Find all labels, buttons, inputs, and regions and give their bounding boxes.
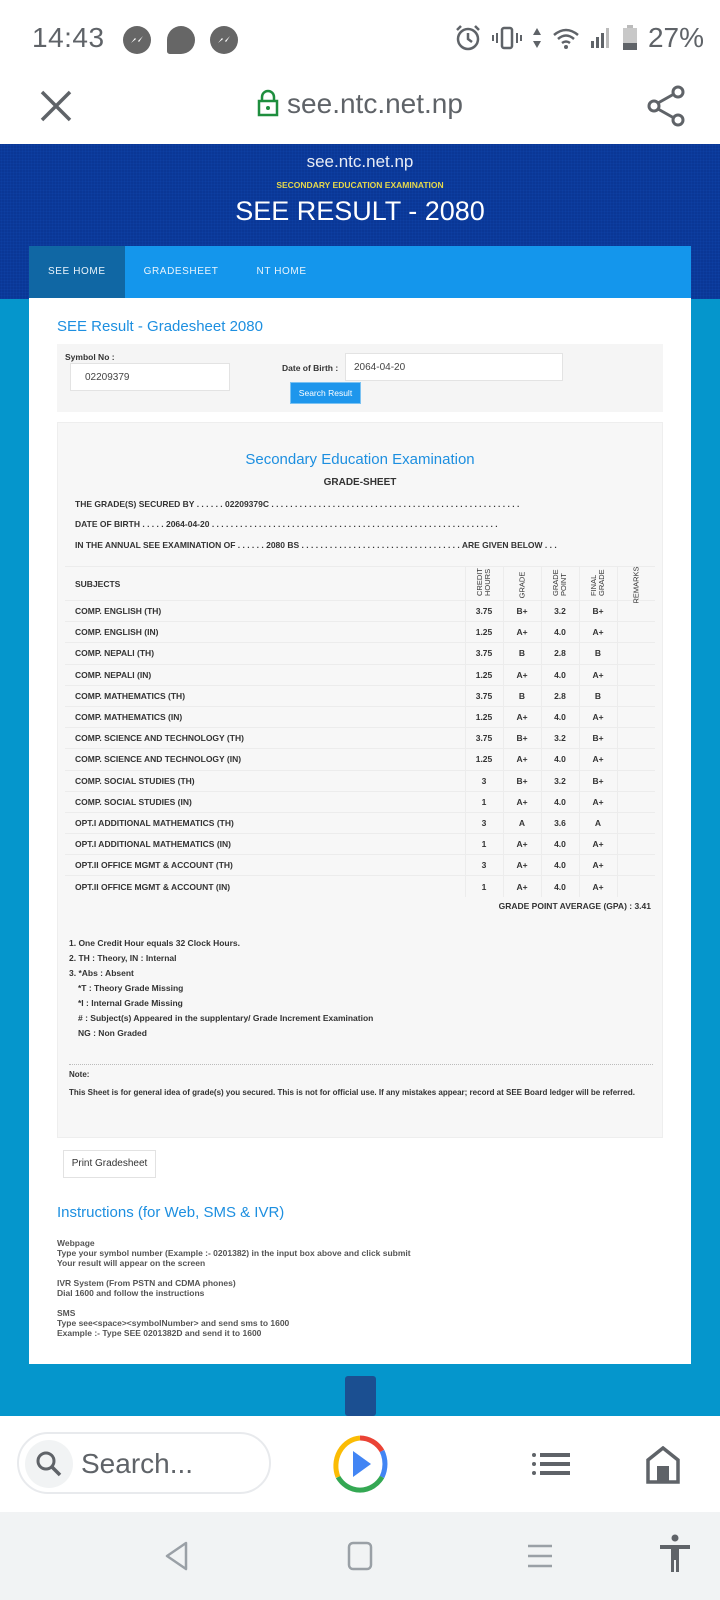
messenger-icon: [210, 26, 238, 54]
grade-cell: B+: [503, 728, 541, 749]
grade-cell: A: [503, 812, 541, 833]
remarks-cell: [617, 749, 655, 770]
ntc-logo: [345, 1376, 376, 1416]
credit-hours-cell: 1.25: [465, 622, 503, 643]
grade-point-cell: 4.0: [541, 664, 579, 685]
col-subjects: SUBJECTS: [65, 567, 465, 601]
grades-table: [65, 566, 655, 897]
credit-hours-cell: 1: [465, 834, 503, 855]
google-play-icon[interactable]: [330, 1434, 390, 1494]
grade-point-cell: 3.2: [541, 601, 579, 622]
divider: [69, 1064, 653, 1065]
print-gradesheet-button[interactable]: Print Gradesheet: [63, 1150, 156, 1178]
grade-point-cell: 2.8: [541, 643, 579, 664]
credit-hours-cell: 3: [465, 855, 503, 876]
share-icon[interactable]: [644, 82, 688, 130]
ivr-line: Dial 1600 and follow the instructions: [57, 1288, 205, 1298]
subject-cell: OPT.I ADDITIONAL MATHEMATICS (IN): [65, 834, 465, 855]
grade-cell: B: [503, 685, 541, 706]
legend: [69, 936, 373, 1041]
wifi-icon: [552, 26, 580, 50]
list-icon[interactable]: [532, 1452, 570, 1476]
subject-cell: COMP. NEPALI (IN): [65, 664, 465, 685]
note-text: This Sheet is for general idea of grade(s) you secured. This is not for official use. If any mistakes appear; record at SEE Board ledger will be referred.: [69, 1088, 635, 1097]
grade-point-cell: 4.0: [541, 706, 579, 727]
table-row: [65, 855, 655, 876]
home-icon[interactable]: [646, 1446, 680, 1484]
table-row: [65, 749, 655, 770]
table-row: [65, 791, 655, 812]
grade-cell: A+: [503, 791, 541, 812]
grade-cell: B: [503, 643, 541, 664]
legend-item: 1. One Credit Hour equals 32 Clock Hours.: [69, 938, 240, 948]
credit-hours-cell: 3.75: [465, 728, 503, 749]
accessibility-icon[interactable]: [658, 1534, 692, 1574]
url-text: see.ntc.net.np: [287, 88, 463, 119]
instructions-title: Instructions (for Web, SMS & IVR): [57, 1204, 285, 1221]
grade-cell: A+: [503, 706, 541, 727]
col-grade-point: GRADE POINT: [541, 567, 579, 601]
status-bar: [0, 0, 720, 80]
table-row: [65, 601, 655, 622]
remarks-cell: [617, 643, 655, 664]
gpa: GRADE POINT AVERAGE (GPA) : 3.41: [498, 901, 651, 911]
final-grade-cell: A+: [579, 706, 617, 727]
sms-line: Type see<space><symbolNumber> and send sms to 1600: [57, 1318, 290, 1328]
grade-cell: A+: [503, 622, 541, 643]
back-icon[interactable]: [164, 1540, 190, 1572]
grade-cell: B+: [503, 601, 541, 622]
remarks-cell: [617, 664, 655, 685]
final-grade-cell: A+: [579, 622, 617, 643]
subject-cell: COMP. SCIENCE AND TECHNOLOGY (TH): [65, 728, 465, 749]
alarm-icon: [454, 24, 482, 52]
search-placeholder: Search...: [81, 1448, 194, 1479]
remarks-cell: [617, 834, 655, 855]
vibrate-icon: [492, 26, 522, 50]
final-grade-cell: B+: [579, 770, 617, 791]
table-row: [65, 728, 655, 749]
final-grade-cell: A+: [579, 749, 617, 770]
home-nav-icon[interactable]: [347, 1540, 373, 1572]
signal-icon: [590, 27, 612, 49]
data-arrows-icon: [532, 26, 542, 50]
web-line: Your result will appear on the screen: [57, 1258, 206, 1268]
subject-cell: OPT.I ADDITIONAL MATHEMATICS (TH): [65, 812, 465, 833]
final-grade-cell: A+: [579, 664, 617, 685]
credit-hours-cell: 1: [465, 791, 503, 812]
secured-by-line: THE GRADE(S) SECURED BY . . . . . . 02209379C . . . . . . . . . . . . . . . . . . . . . . . . . . . . . . . . . . . . . . . . . . . . . . . . . . . . .: [75, 499, 520, 509]
remarks-cell: [617, 812, 655, 833]
remarks-cell: [617, 791, 655, 812]
sms-line: Example :- Type SEE 0201382D and send it to 1600: [57, 1328, 262, 1338]
page-title: SEE Result - Gradesheet 2080: [57, 318, 263, 335]
clock: 14:43: [32, 22, 105, 53]
table-row: [65, 876, 655, 897]
note-label: Note:: [69, 1070, 90, 1079]
site-subtitle: SECONDARY EDUCATION EXAMINATION: [276, 180, 444, 190]
grade-point-cell: 4.0: [541, 749, 579, 770]
subject-cell: COMP. SOCIAL STUDIES (TH): [65, 770, 465, 791]
remarks-cell: [617, 685, 655, 706]
system-nav-bar: [0, 1512, 720, 1600]
table-row: [65, 834, 655, 855]
grade-cell: A+: [503, 664, 541, 685]
subject-cell: COMP. MATHEMATICS (TH): [65, 685, 465, 706]
search-icon: [25, 1440, 73, 1488]
browser-toolbar: [0, 80, 720, 144]
dob-label: Date of Birth :: [282, 363, 339, 373]
grade-point-cell: 3.2: [541, 728, 579, 749]
gradesheet: [57, 422, 663, 1138]
exam-title: Secondary Education Examination: [245, 451, 475, 468]
site-domain: see.ntc.net.np: [306, 152, 414, 171]
grade-cell: A+: [503, 834, 541, 855]
web-page: [0, 144, 720, 1416]
grade-cell: A+: [503, 876, 541, 897]
search-result-button[interactable]: Search Result: [290, 382, 361, 404]
exam-line: IN THE ANNUAL SEE EXAMINATION OF . . . . . . 2080 BS . . . . . . . . . . . . . . . . . . . . . . . . . . . . . . . . . . ARE GIVEN BELOW . . .: [75, 540, 557, 550]
grade-point-cell: 4.0: [541, 834, 579, 855]
recents-icon[interactable]: [526, 1540, 554, 1572]
gradesheet-heading: GRADE-SHEET: [323, 477, 397, 488]
dob-input[interactable]: 2064-04-20: [345, 353, 563, 381]
dob-line: DATE OF BIRTH . . . . . 2064-04-20 . . . . . . . . . . . . . . . . . . . . . . . . . . . . . . . . . . . . . . . . . . . . . . . . . . . . . . . . . . . . .: [75, 519, 498, 529]
credit-hours-cell: 3: [465, 812, 503, 833]
legend-item: NG : Non Graded: [78, 1028, 147, 1038]
sms-heading: SMS: [57, 1308, 76, 1318]
final-grade-cell: A+: [579, 834, 617, 855]
remarks-cell: [617, 855, 655, 876]
legend-item: *T : Theory Grade Missing: [78, 983, 184, 993]
grade-cell: B+: [503, 770, 541, 791]
grade-point-cell: 4.0: [541, 876, 579, 897]
symbol-input[interactable]: 02209379: [70, 363, 230, 391]
grade-point-cell: 3.6: [541, 812, 579, 833]
grade-point-cell: 4.0: [541, 855, 579, 876]
grade-point-cell: 4.0: [541, 622, 579, 643]
credit-hours-cell: 3.75: [465, 643, 503, 664]
grade-cell: A+: [503, 855, 541, 876]
credit-hours-cell: 1.25: [465, 706, 503, 727]
remarks-cell: [617, 601, 655, 622]
final-grade-cell: B+: [579, 601, 617, 622]
web-heading: Webpage: [57, 1238, 95, 1248]
col-remarks: REMARKS: [617, 567, 655, 601]
grade-point-cell: 2.8: [541, 685, 579, 706]
final-grade-cell: A+: [579, 791, 617, 812]
credit-hours-cell: 3.75: [465, 685, 503, 706]
remarks-cell: [617, 770, 655, 791]
remarks-cell: [617, 876, 655, 897]
search-bar[interactable]: [17, 1432, 271, 1494]
table-row: [65, 643, 655, 664]
bottom-toolbar: [0, 1416, 720, 1512]
messenger-icon: [123, 26, 151, 54]
subject-cell: OPT.II OFFICE MGMT & ACCOUNT (TH): [65, 855, 465, 876]
nav-nt-home[interactable]: NT HOME: [256, 266, 307, 277]
credit-hours-cell: 1.25: [465, 664, 503, 685]
battery-icon: [622, 25, 638, 51]
credit-hours-cell: 3.75: [465, 601, 503, 622]
search-form: [57, 344, 663, 412]
ivr-heading: IVR System (From PSTN and CDMA phones): [57, 1278, 236, 1288]
site-nav: [29, 246, 691, 298]
subject-cell: COMP. ENGLISH (IN): [65, 622, 465, 643]
grade-cell: A+: [503, 749, 541, 770]
table-row: [65, 622, 655, 643]
subject-cell: OPT.II OFFICE MGMT & ACCOUNT (IN): [65, 876, 465, 897]
col-credit-hours: CREDIT HOURS: [465, 567, 503, 601]
chat-bubble-icon: [167, 26, 195, 54]
legend-item: *I : Internal Grade Missing: [78, 998, 183, 1008]
legend-item: 3. *Abs : Absent: [69, 968, 134, 978]
legend-item: # : Subject(s) Appeared in the supplentary/ Grade Increment Examination: [78, 1013, 374, 1023]
credit-hours-cell: 3: [465, 770, 503, 791]
site-title: SEE RESULT - 2080: [235, 196, 485, 226]
table-row: [65, 812, 655, 833]
subject-cell: COMP. SOCIAL STUDIES (IN): [65, 791, 465, 812]
subject-cell: COMP. ENGLISH (TH): [65, 601, 465, 622]
table-row: [65, 706, 655, 727]
table-row: [65, 770, 655, 791]
subject-cell: COMP. MATHEMATICS (IN): [65, 706, 465, 727]
content-card: [29, 298, 691, 1364]
credit-hours-cell: 1.25: [465, 749, 503, 770]
final-grade-cell: A+: [579, 855, 617, 876]
final-grade-cell: B: [579, 685, 617, 706]
table-row: [65, 685, 655, 706]
address-bar[interactable]: [0, 88, 720, 120]
remarks-cell: [617, 622, 655, 643]
web-line: Type your symbol number (Example :- 0201382) in the input box above and click submit: [57, 1248, 411, 1258]
nav-see-home[interactable]: SEE HOME: [29, 246, 125, 298]
col-grade: GRADE: [503, 567, 541, 601]
col-final-grade: FINAL GRADE: [579, 567, 617, 601]
grade-point-cell: 4.0: [541, 791, 579, 812]
table-row: [65, 664, 655, 685]
instructions: [57, 1238, 411, 1348]
final-grade-cell: A+: [579, 876, 617, 897]
credit-hours-cell: 1: [465, 876, 503, 897]
table-header: [65, 567, 655, 601]
final-grade-cell: A: [579, 812, 617, 833]
final-grade-cell: B+: [579, 728, 617, 749]
legend-item: 2. TH : Theory, IN : Internal: [69, 953, 177, 963]
subject-cell: COMP. NEPALI (TH): [65, 643, 465, 664]
lock-icon: [257, 89, 279, 117]
symbol-label: Symbol No :: [65, 352, 115, 362]
battery-percent: 27%: [647, 22, 704, 53]
grade-point-cell: 3.2: [541, 770, 579, 791]
remarks-cell: [617, 706, 655, 727]
final-grade-cell: B: [579, 643, 617, 664]
remarks-cell: [617, 728, 655, 749]
subject-cell: COMP. SCIENCE AND TECHNOLOGY (IN): [65, 749, 465, 770]
nav-gradesheet[interactable]: GRADESHEET: [143, 266, 219, 277]
